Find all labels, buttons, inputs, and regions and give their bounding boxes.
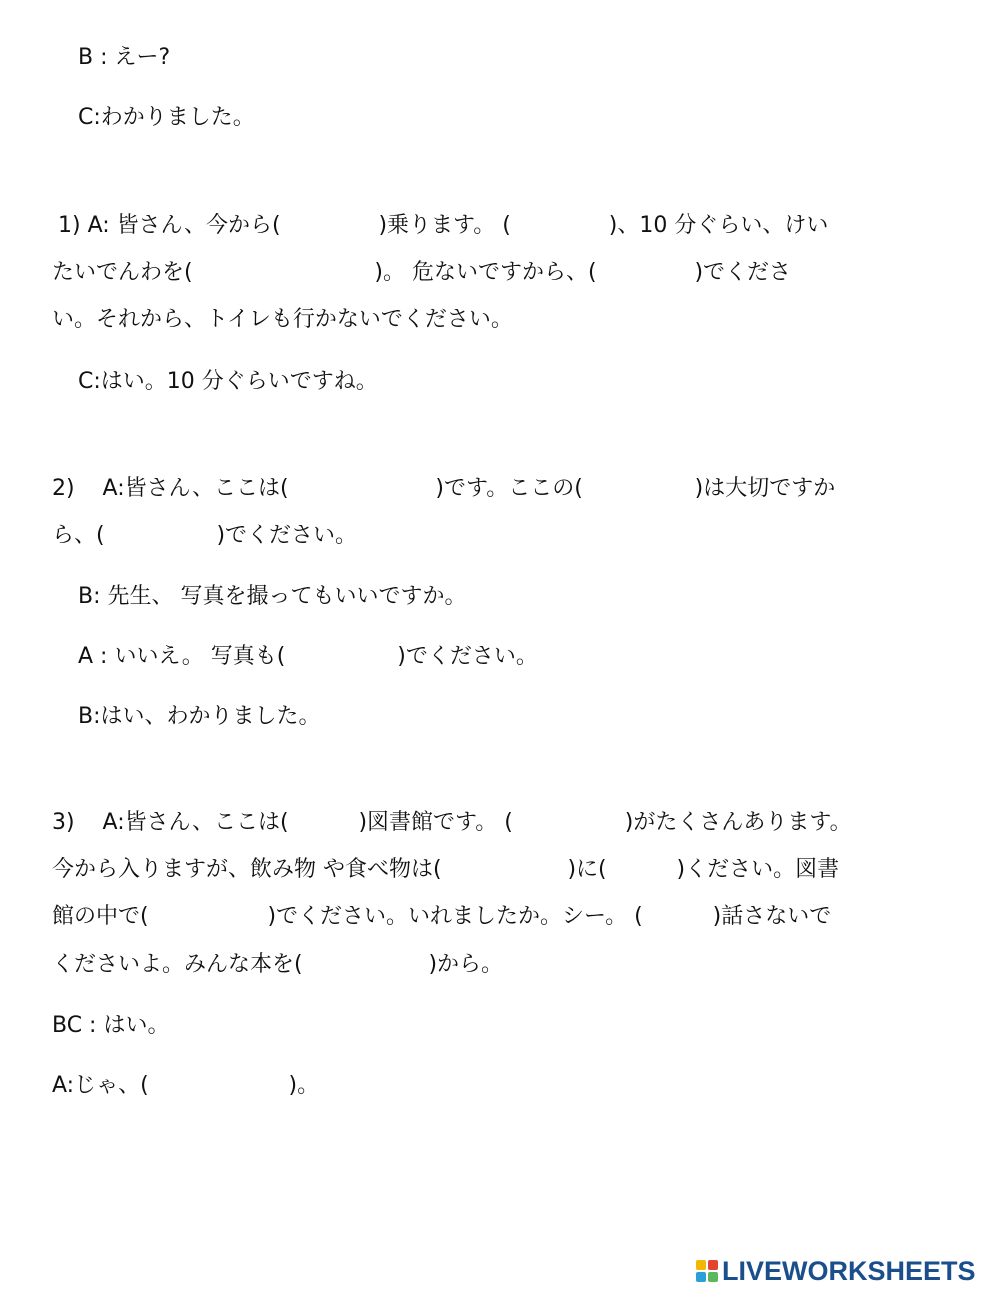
dialogue-line: C:わかりました。 xyxy=(78,105,255,130)
dialogue-line: B:はい、わかりました。 xyxy=(78,704,321,729)
dialogue-line: B : えー? xyxy=(78,45,171,70)
exercise-1-line: い。それから、トイレも行かないでください。 xyxy=(52,307,513,332)
dialogue-line: C:はい。10 分ぐらいですね。 xyxy=(78,369,378,394)
dialogue-line: B: 先生、 写真を撮ってもいいですか。 xyxy=(78,584,467,609)
dialogue-line: BC : はい。 xyxy=(52,1013,170,1038)
exercise-1-line: たいでんわを( )。 危ないですから、( )でくださ xyxy=(52,260,792,285)
exercise-3-line: 今から入りますが、飲み物 や食べ物は( )に( )ください。図書 xyxy=(52,857,840,882)
exercise-3-line: くださいよ。みんな本を( )から。 xyxy=(52,952,504,977)
liveworksheets-logo xyxy=(696,1256,976,1286)
exercise-3-line: 3) A:皆さん、ここは( )図書館です。 ( )がたくさんあります。 xyxy=(52,810,852,835)
logo-text: LIVEWORKSHEETS xyxy=(722,1255,976,1286)
dialogue-line: A:じゃ、( )。 xyxy=(52,1073,320,1098)
dialogue-line: A : いいえ。 写真も( )でください。 xyxy=(78,644,538,669)
exercise-3-line: 館の中で( )でください。いれましたか。シー。 ( )話さないで xyxy=(52,904,832,929)
logo-mark-icon xyxy=(696,1260,718,1282)
exercise-2-line: 2) A:皆さん、ここは( )です。ここの( )は大切ですか xyxy=(52,476,836,501)
exercise-2-line: ら、( )でください。 xyxy=(52,523,358,548)
exercise-1-line: 1) A: 皆さん、今から( )乗ります。 ( )、10 分ぐらい、けい xyxy=(58,213,829,238)
